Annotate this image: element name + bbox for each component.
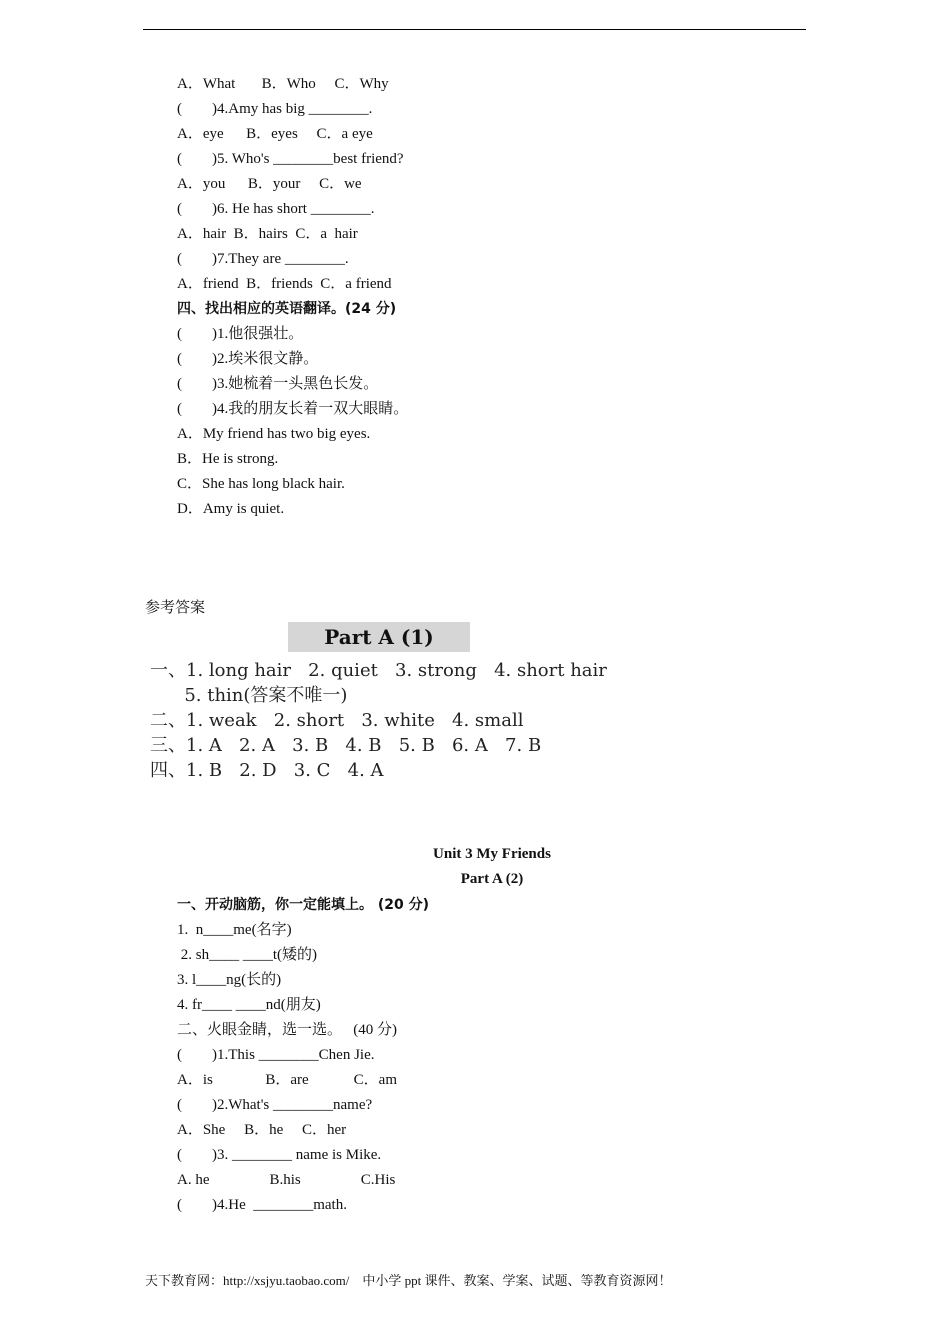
- question-line: ( )5. Who's ________best friend?: [177, 151, 404, 167]
- option-line: B．He is strong.: [177, 451, 279, 467]
- question-line: ( )2.What's ________name?: [177, 1097, 373, 1113]
- answer-line: 一、1. long hair 2. quiet 3. strong 4. short hair: [150, 660, 607, 681]
- footer-text: 天下教育网：http://xsjyu.taobao.com/ 中小学 ppt 课件、教案、学案、试题、等教育资源网！: [145, 1273, 672, 1288]
- section-heading: 一、开动脑筋，你一定能填上。 (20 分): [177, 897, 430, 913]
- option-line: A．is B．are C．am: [177, 1072, 397, 1088]
- header-rule: [143, 29, 806, 30]
- option-line: A. he B.his C.His: [177, 1172, 396, 1188]
- answer-line: 二、1. weak 2. short 3. white 4. small: [150, 710, 524, 731]
- question-line: ( )3.她梳着一头黑色长发。: [177, 376, 379, 392]
- section2: [177, 893, 429, 1218]
- question-line: ( )4.He ________math.: [177, 1197, 347, 1213]
- question-line: ( )1.他很强壮。: [177, 326, 304, 342]
- fill-line: 2. sh____ ____t(矮的): [177, 947, 317, 963]
- option-line: A．you B．your C．we: [177, 176, 362, 192]
- answers-label: 参考答案: [145, 600, 206, 616]
- section-heading: 四、找出相应的英语翻译。(24 分): [177, 301, 397, 317]
- answer-line: 5. thin(答案不唯一): [150, 685, 348, 706]
- answer-title: Part A (1): [324, 625, 434, 649]
- question-line: ( )4.Amy has big ________.: [177, 101, 373, 117]
- answer-key: [150, 620, 610, 785]
- section-heading: 二、火眼金睛，选一选。 (40 分): [177, 1022, 397, 1038]
- fill-line: 1. n____me(名字): [177, 922, 292, 938]
- answer-line: 三、1. A 2. A 3. B 4. B 5. B 6. A 7. B: [150, 735, 542, 756]
- question-line: ( )7.They are ________.: [177, 251, 349, 267]
- section1: [177, 72, 408, 522]
- option-line: A．hair B．hairs C．a hair: [177, 226, 358, 242]
- fill-line: 3. l____ng(长的): [177, 972, 282, 988]
- option-line: A．She B．he C．her: [177, 1122, 347, 1138]
- option-line: A．What B．Who C．Why: [177, 76, 389, 92]
- fill-line: 4. fr____ ____nd(朋友): [177, 997, 321, 1013]
- option-line: A．friend B．friends C．a friend: [177, 276, 392, 292]
- option-line: A．eye B．eyes C．a eye: [177, 126, 373, 142]
- answer-line: 四、1. B 2. D 3. C 4. A: [150, 760, 384, 781]
- question-line: ( )6. He has short ________.: [177, 201, 375, 217]
- question-line: ( )2.埃米很文静。: [177, 351, 319, 367]
- question-line: ( )1.This ________Chen Jie.: [177, 1047, 375, 1063]
- option-line: A．My friend has two big eyes.: [177, 426, 371, 442]
- part-title: Part A (2): [460, 871, 524, 887]
- unit-title: Unit 3 My Friends: [433, 846, 551, 862]
- question-line: ( )4.我的朋友长着一双大眼睛。: [177, 401, 409, 417]
- question-line: ( )3. ________ name is Mike.: [177, 1147, 382, 1163]
- option-line: C．She has long black hair.: [177, 476, 345, 492]
- option-line: D．Amy is quiet.: [177, 501, 285, 517]
